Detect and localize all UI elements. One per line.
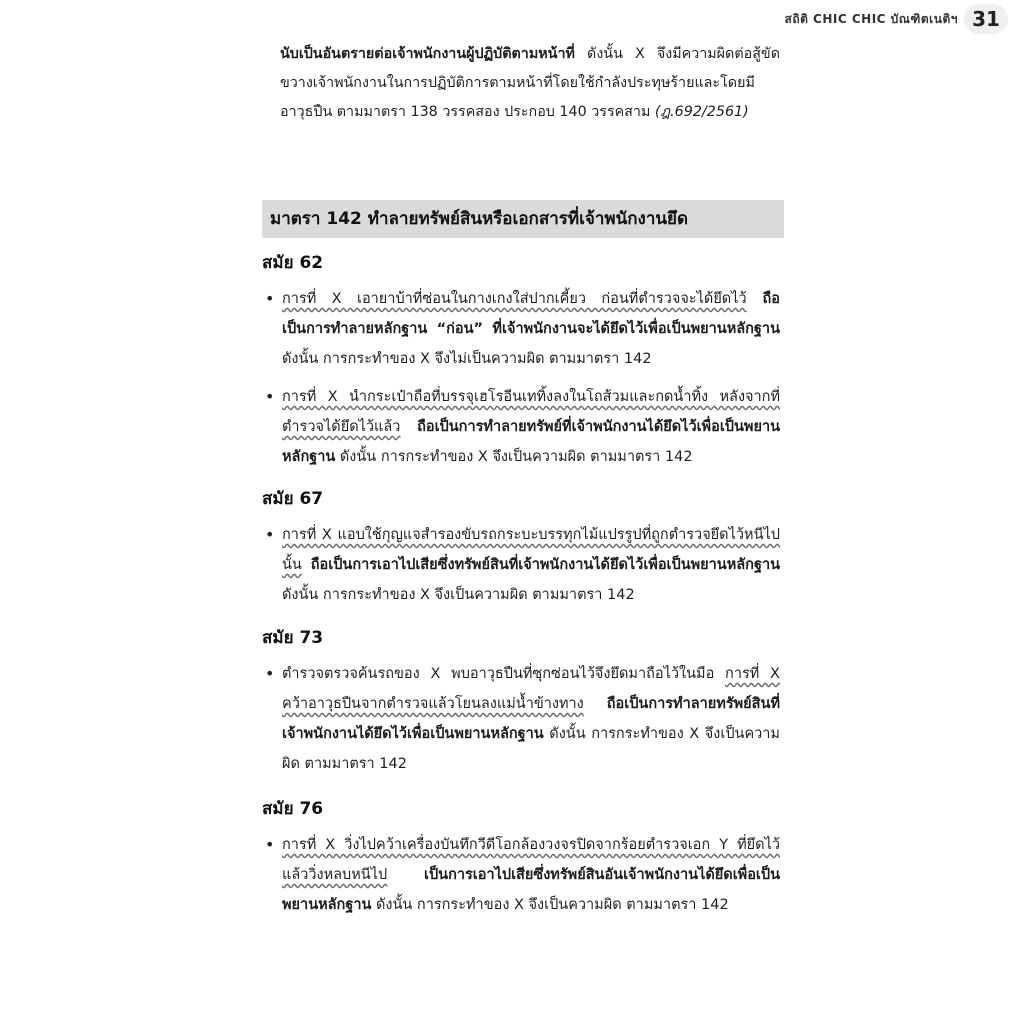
case-text	[282, 659, 780, 779]
case-fact: การที่ X วิ่งไปคว้าเครื่องบันทึกวีดีโอกล้องวงจรปิดจากร้อยตำรวจเอก Y ที่ยึดไว้แล้ววิ่งหลบหนีไป	[282, 837, 780, 883]
running-head: สถิติ CHIC CHIC บัณฑิตเนติฯ	[784, 12, 958, 26]
case-holding: ถือเป็นการทำลายทรัพย์สินที่เจ้าพนักงานได้ยึดไว้เพื่อเป็นพยานหลักฐาน	[282, 696, 780, 742]
case-text	[282, 284, 780, 374]
page-number: 31	[964, 4, 1008, 34]
intro-text: ดังนั้น X จึงมีความผิดต่อสู้ขัดขวางเจ้าพนักงานในการปฏิบัติการตามหน้าที่โดยใช้กำลังประทุษร้ายและโดยมีอาวุธปืน ตามมาตรา 138 วรรคสอง ประกอบ 140 วรรคสาม	[280, 46, 780, 120]
era-title: สมัย 76	[262, 799, 324, 819]
bullet-icon: •	[265, 289, 275, 308]
case-holding: ถือเป็นการทำลายทรัพย์ที่เจ้าพนักงานได้ยึดไว้เพื่อเป็นพยานหลักฐาน	[282, 419, 780, 465]
case-holding: เป็นการเอาไปเสียซึ่งทรัพย์สินอันเจ้าพนักงานได้ยึดเพื่อเป็นพยานหลักฐาน	[282, 867, 780, 913]
case-holding: ถือเป็นการเอาไปเสียซึ่งทรัพย์สินที่เจ้าพนักงานได้ยึดไว้เพื่อเป็นพยานหลักฐาน	[301, 557, 780, 573]
bullet-icon: •	[265, 835, 275, 854]
case-fact: การที่ X คว้าอาวุธปืนจากตำรวจแล้วโยนลงแม่น้ำข้างทาง	[282, 666, 780, 712]
case-context: ตำรวจตรวจค้นรถของ X พบอาวุธปืนที่ซุกซ่อนไว้จึงยึดมาถือไว้ในมือ	[282, 666, 726, 682]
case-conclusion: ดังนั้น การกระทำของ X จึงไม่เป็นความผิด ตามมาตรา 142	[282, 351, 652, 367]
case-conclusion: ดังนั้น การกระทำของ X จึงเป็นความผิด ตามมาตรา 142	[282, 726, 780, 772]
case-text	[282, 520, 780, 610]
case-fact: การที่ X แอบใช้กุญแจสำรองขับรถกระบะบรรทุกไม้แปรรูปที่ถูกตำรวจยึดไว้หนีไปนั้น	[282, 527, 780, 573]
era-block-62	[262, 250, 784, 472]
case-holding: ถือเป็นการทำลายหลักฐาน “ก่อน” ที่เจ้าพนักงานจะได้ยึดไว้เพื่อเป็นพยานหลักฐาน	[282, 291, 781, 337]
case-text	[282, 382, 780, 472]
case-item	[262, 284, 784, 374]
era-title: สมัย 67	[262, 489, 324, 509]
case-item	[262, 659, 784, 779]
era-title: สมัย 62	[262, 253, 324, 273]
case-fact: การที่ X นำกระเป๋าถือที่บรรจุเฮโรอีนเททิ้งลงในโถส้วมและกดน้ำทิ้ง หลังจากที่ตำรวจได้ยึดไว้แล้ว	[282, 389, 780, 435]
case-item	[262, 382, 784, 472]
case-text	[282, 830, 780, 920]
era-title: สมัย 73	[262, 628, 324, 648]
era-block-76	[262, 796, 784, 920]
case-conclusion: ดังนั้น การกระทำของ X จึงเป็นความผิด ตามมาตรา 142	[335, 449, 693, 465]
bullet-icon: •	[265, 664, 275, 683]
case-item	[262, 830, 784, 920]
intro-citation: (ฎ.692/2561)	[654, 104, 749, 120]
case-conclusion: ดังนั้น การกระทำของ X จึงเป็นความผิด ตามมาตรา 142	[371, 897, 729, 913]
era-block-67	[262, 486, 784, 610]
era-block-73	[262, 625, 784, 779]
intro-lead: นับเป็นอันตรายต่อเจ้าพนักงานผู้ปฏิบัติตามหน้าที่	[280, 46, 575, 62]
case-item	[262, 520, 784, 610]
case-fact: การที่ X เอายาบ้าที่ซ่อนในกางเกงใส่ปากเคี้ยว ก่อนที่ตำรวจจะได้ยึดไว้	[282, 291, 747, 307]
bullet-icon: •	[265, 525, 275, 544]
section-heading: มาตรา 142 ทำลายทรัพย์สินหรือเอกสารที่เจ้าพนักงานยึด	[262, 200, 784, 238]
bullet-icon: •	[265, 387, 275, 406]
intro-paragraph	[280, 40, 780, 127]
case-conclusion: ดังนั้น การกระทำของ X จึงเป็นความผิด ตามมาตรา 142	[282, 587, 635, 603]
